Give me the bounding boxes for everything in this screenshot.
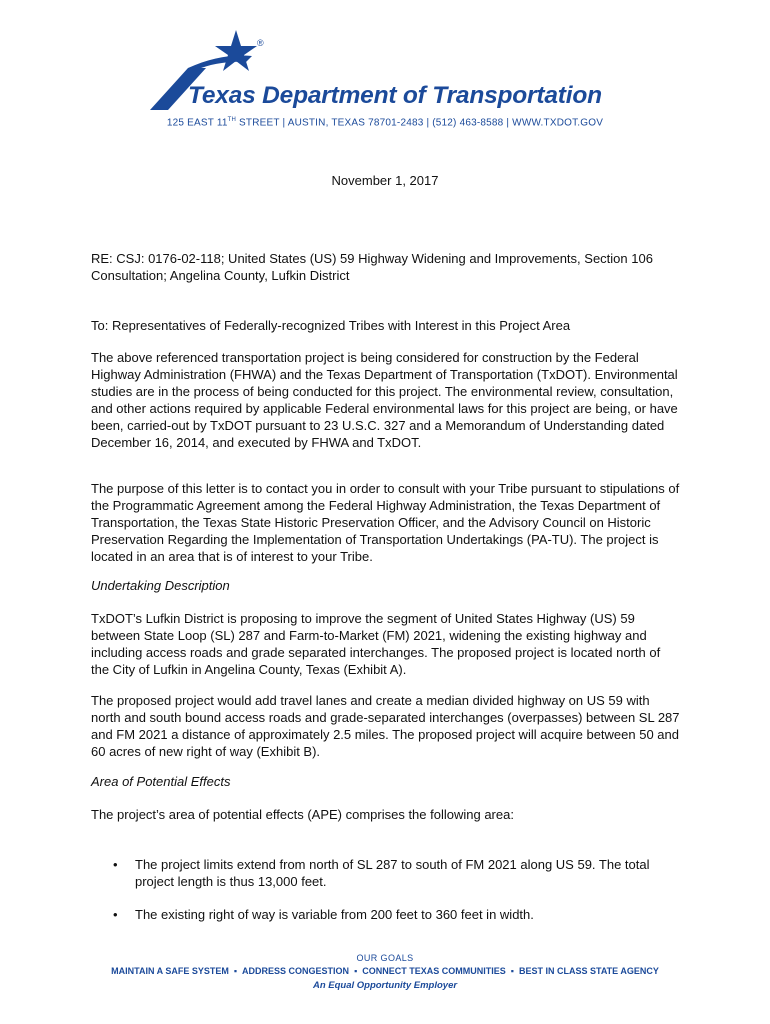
paragraph-1: The above referenced transportation project is being considered for construction by the Federal Highway Administration (FHWA) and the Texas Department of Transportation (TxDOT). Environmental studies are in the process of being conducted for this project. The environmental review, consultation, and other actions required by applicable Federal environmental laws for this project are being, or have been, carried-out by TxDOT pursuant to 23 U.S.C. 327 and a Memorandum of Understanding dated December 16, 2014, and executed by FHWA and TxDOT. — [91, 350, 678, 450]
footer-goals — [0, 966, 770, 976]
ape-heading: Area of Potential Effects — [91, 774, 231, 789]
undertaking-paragraph-2: The proposed project would add travel lanes and create a median divided highway on US 59 with north and south bound access roads and grade-separated interchanges (overpasses) between SL 287 and FM 2021 a distance of approximately 2.5 miles. The proposed project will acquire between 50 and 60 acres of new right of way (Exhibit B). — [91, 693, 680, 759]
letter-date: November 1, 2017 — [331, 173, 439, 188]
footer-goals-title: OUR GOALS — [356, 953, 414, 963]
separator: ▪ — [510, 966, 514, 976]
ape-intro: The project’s area of potential effects (APE) comprises the following area: — [91, 807, 514, 822]
txdot-logo — [140, 24, 640, 119]
re-line: RE: CSJ: 0176-02-118; United States (US) 59 Highway Widening and Improvements, Section 106 Consultation; Angelina County, Lufkin District — [91, 251, 653, 283]
registered-mark: ® — [257, 38, 264, 48]
goal-item: BEST IN CLASS STATE AGENCY — [518, 966, 659, 976]
goal-item: MAINTAIN A SAFE SYSTEM — [111, 966, 229, 976]
footer-employer: An Equal Opportunity Employer — [312, 980, 458, 991]
separator: ▪ — [233, 966, 238, 976]
undertaking-paragraph-1: TxDOT’s Lufkin District is proposing to improve the segment of United States Highway (US) 59 between State Loop (SL) 287 and Farm-to-Market (FM) 2021, widening the existing highway and including access roads and grade separated interchanges. The proposed project is located north of the City of Lufkin in Angelina County, Texas (Exhibit A). — [91, 611, 661, 677]
goal-item: ADDRESS CONGESTION — [242, 966, 350, 976]
letterhead-address: 125 EAST 11TH STREET | AUSTIN, TEXAS 78701-2483 | (512) 463-8588 | WWW.TXDOT.GOV — [166, 117, 604, 129]
separator: ▪ — [354, 966, 358, 976]
to-line: To: Representatives of Federally-recognized Tribes with Interest in this Project Area — [91, 318, 571, 333]
undertaking-heading: Undertaking Description — [91, 578, 230, 593]
list-item-text: The existing right of way is variable from 200 feet to 360 feet in width. — [135, 907, 534, 922]
list-item-text: The project limits extend from north of SL 287 to south of FM 2021 along US 59. The total project length is thus 13,000 feet. — [135, 857, 650, 889]
bullet-icon: • — [113, 857, 118, 872]
agency-name: Texas Department of Transportation — [188, 82, 602, 109]
paragraph-2: The purpose of this letter is to contact you in order to consult with your Tribe pursuant to stipulations of the Programmatic Agreement among the Federal Highway Administration, the Texas Department of Transportation, the Texas State Historic Preservation Officer, and the Advisory Council on Historic Preservation Regarding the Implementation of Transportation Undertakings (PA-TU). The project is located in an area that is of interest to your Tribe. — [91, 481, 680, 564]
goal-item: CONNECT TEXAS COMMUNITIES — [362, 966, 506, 976]
bullet-icon: • — [113, 907, 118, 922]
